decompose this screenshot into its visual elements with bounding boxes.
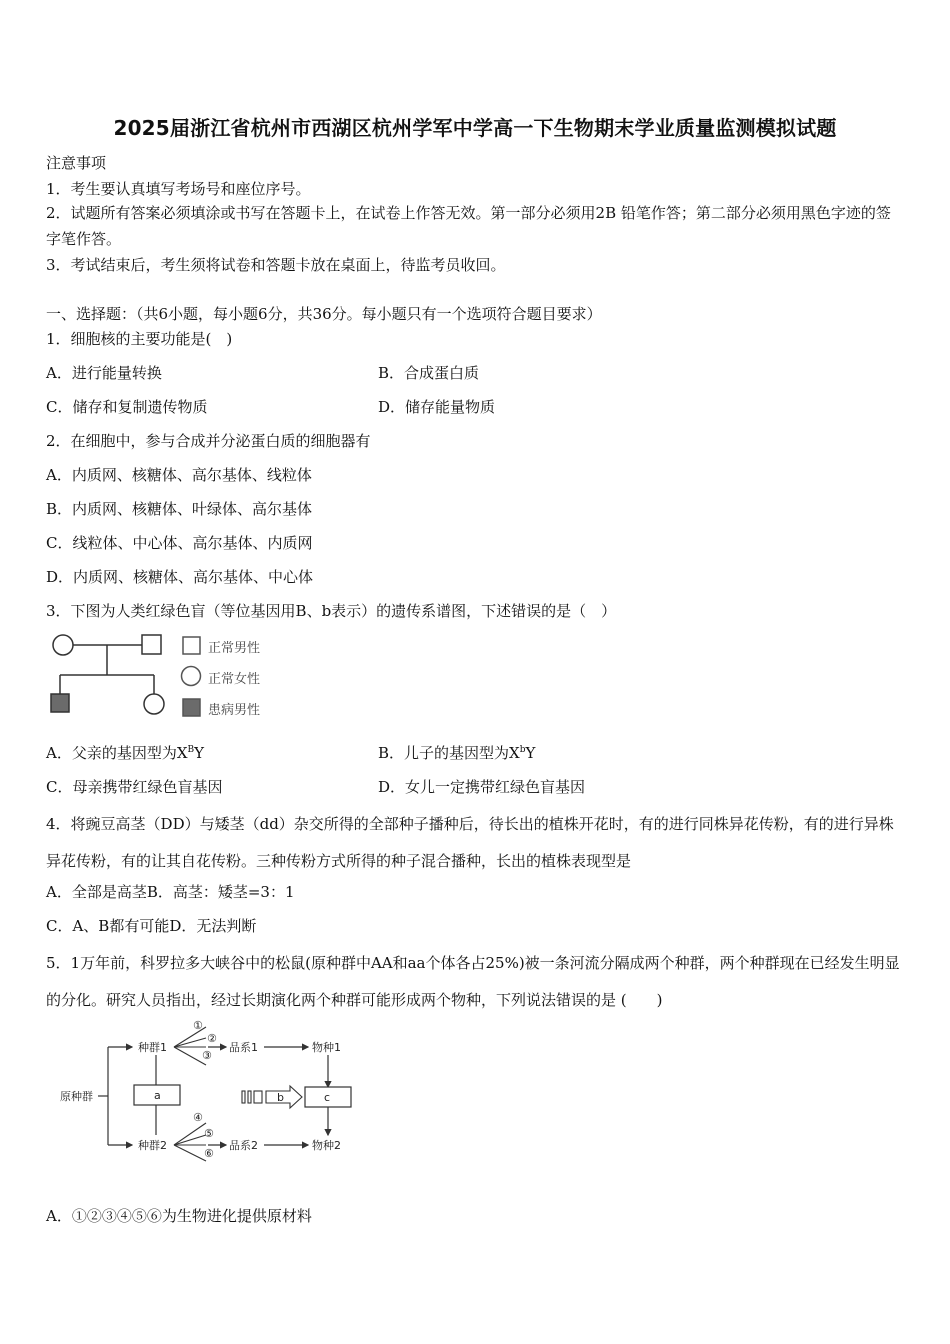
speciation-diagram (46, 1015, 366, 1165)
gap-bar-3 (254, 1091, 262, 1103)
branch-top-2 (174, 1038, 206, 1047)
gap-bar-1 (242, 1091, 245, 1103)
branch-bottom-1 (174, 1123, 206, 1145)
origin-population-label: 原种群 (60, 1090, 93, 1103)
mark-4: ④ (193, 1111, 203, 1124)
daughter-symbol (144, 694, 164, 714)
notice-item-3: 3．考试结束后，考生须将试卷和答题卡放在桌面上，待监考员收回。 (46, 256, 506, 274)
q1-option-c: C．储存和复制遗传物质 (46, 398, 208, 416)
mark-6: ⑥ (204, 1147, 214, 1160)
mark-3: ③ (202, 1049, 212, 1062)
population-1-label: 种群1 (138, 1041, 167, 1054)
species-1-label: 物种1 (312, 1041, 341, 1054)
mark-2: ② (207, 1032, 217, 1045)
box-b-label: b (277, 1091, 284, 1104)
population-2-label: 种群2 (138, 1139, 167, 1152)
legend-normal-female: 正常女性 (208, 672, 261, 687)
process-arrow-b (266, 1086, 302, 1108)
legend-normal-male: 正常男性 (208, 641, 261, 656)
section-heading: 一、选择题：（共6小题，每小题6分，共36分。每小题只有一个选项符合题目要求） (46, 305, 602, 323)
legend-affected-male-symbol (183, 699, 200, 716)
q2-option-b: B．内质网、核糖体、叶绿体、高尔基体 (46, 500, 313, 518)
q2-option-c: C．线粒体、中心体、高尔基体、内质网 (46, 534, 313, 552)
q2-stem: 2．在细胞中，参与合成并分泌蛋白质的细胞器有 (46, 432, 371, 450)
strain-1-label: 品系1 (229, 1041, 258, 1054)
father-symbol (142, 635, 161, 654)
mark-1: ① (193, 1019, 203, 1032)
legend-normal-female-symbol (182, 667, 201, 686)
notice-item-1: 1．考生要认真填写考场号和座位序号。 (46, 180, 311, 198)
q4-options-ab: A．全部是高茎B．高茎：矮茎=3：1 (46, 883, 295, 901)
q3-stem: 3．下图为人类红绿色盲（等位基因用B、b表示）的遗传系谱图，下述错误的是（ ） (46, 602, 617, 620)
page-title: 2025届浙江省杭州市西湖区杭州学军中学高一下生物期末学业质量监测模拟试题 (113, 116, 837, 140)
mark-5: ⑤ (204, 1127, 214, 1140)
branch-bottom-4 (174, 1145, 206, 1161)
q4-stem: 4．将豌豆高茎（DD）与矮茎（dd）杂交所得的全部种子播种后，待长出的植株开花时，有的进行同株异花传粉，有的进行异株异花传粉，有的让其自花传粉。三种传粉方式所得的种子混合播种，长出的植株表现型是 (46, 815, 894, 870)
q2-option-a: A．内质网、核糖体、高尔基体、线粒体 (46, 466, 312, 484)
q1-option-b: B．合成蛋白质 (378, 364, 480, 382)
gap-bar-2 (248, 1091, 251, 1103)
strain-2-label: 品系2 (229, 1139, 258, 1152)
notice-heading: 注意事项 (46, 154, 107, 172)
q2-option-d: D．内质网、核糖体、高尔基体、中心体 (46, 568, 314, 586)
q1-stem: 1．细胞核的主要功能是( ) (46, 330, 233, 348)
q3-option-b: B．儿子的基因型为$X^bY$ (378, 744, 536, 762)
legend-normal-male-symbol (183, 637, 200, 654)
mother-symbol (53, 635, 73, 655)
species-2-label: 物种2 (312, 1139, 341, 1152)
q5-option-a: A．①②③④⑤⑥为生物进化提供原材料 (46, 1207, 312, 1225)
notice-item-2: 2．试题所有答案必须填涂或书写在答题卡上，在试卷上作答无效。第一部分必须用2B 铅笔作答；第二部分必须用黑色字迹的签字笔作答。 (46, 204, 891, 248)
q4-options-cd: C．A、B都有可能D．无法判断 (46, 917, 257, 935)
q1-option-d: D．储存能量物质 (378, 398, 496, 416)
q3-option-c: C．母亲携带红绿色盲基因 (46, 778, 223, 796)
box-a-label: a (154, 1089, 161, 1102)
legend-affected-male: 患病男性 (208, 703, 261, 718)
q3-option-d: D．女儿一定携带红绿色盲基因 (378, 778, 586, 796)
branch-bottom-2 (174, 1135, 206, 1145)
son-affected-symbol (51, 694, 69, 712)
q5-stem: 5．1万年前，科罗拉多大峡谷中的松鼠(原种群中AA和aa个体各占25%)被一条河流分隔成两个种群，两个种群现在已经发生明显的分化。研究人员指出，经过长期演化两个种群可能形成两个物种，下列说法错误的是 ( ) (46, 954, 900, 1009)
q3-option-a: A．父亲的基因型为$X^BY$ (46, 744, 205, 762)
q1-option-a: A．进行能量转换 (46, 364, 162, 382)
box-c-label: c (324, 1091, 331, 1104)
